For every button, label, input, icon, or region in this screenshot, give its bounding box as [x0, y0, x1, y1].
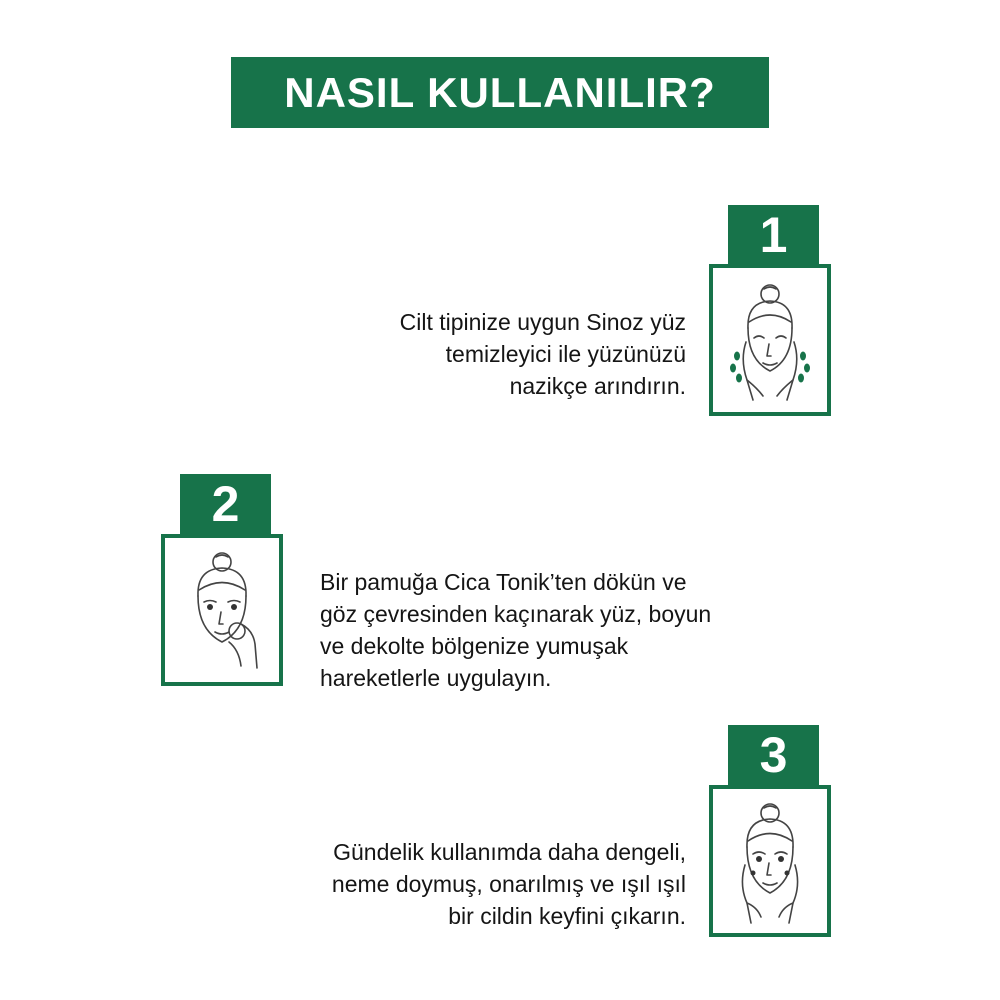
step-2-line-3: ve dekolte bölgenize yumuşak	[320, 633, 629, 659]
step-1-text	[400, 306, 686, 402]
step-3-frame	[709, 785, 831, 937]
step-2-line-4: hareketlerle uygulayın.	[320, 665, 552, 691]
step-1-line-2: temizleyici ile yüzünüzü	[445, 341, 686, 367]
face-cleansing-icon	[713, 268, 827, 412]
step-1-frame	[709, 264, 831, 416]
step-2-text	[320, 566, 711, 694]
face-glowing-skin-icon	[713, 789, 827, 933]
step-3-line-3: bir cildin keyfini çıkarın.	[448, 903, 686, 929]
step-2-frame	[161, 534, 283, 686]
step-2-line-2: göz çevresinden kaçınarak yüz, boyun	[320, 601, 712, 627]
step-3-line-2: neme doymuş, onarılmış ve ışıl ışıl	[331, 871, 686, 897]
step-2-number: 2	[180, 474, 271, 534]
step-2-line-1: Bir pamuğa Cica Tonik’ten dökün ve	[320, 569, 687, 595]
step-1-number: 1	[728, 205, 819, 265]
step-3-text	[332, 836, 686, 932]
step-1-line-3: nazikçe arındırın.	[509, 373, 686, 399]
step-1-line-1: Cilt tipinize uygun Sinoz yüz	[399, 309, 686, 335]
page-title: NASIL KULLANILIR?	[231, 57, 769, 128]
step-3-number: 3	[728, 725, 819, 785]
step-3-line-1: Gündelik kullanımda daha dengeli,	[333, 839, 686, 865]
face-cotton-pad-icon	[165, 538, 279, 682]
